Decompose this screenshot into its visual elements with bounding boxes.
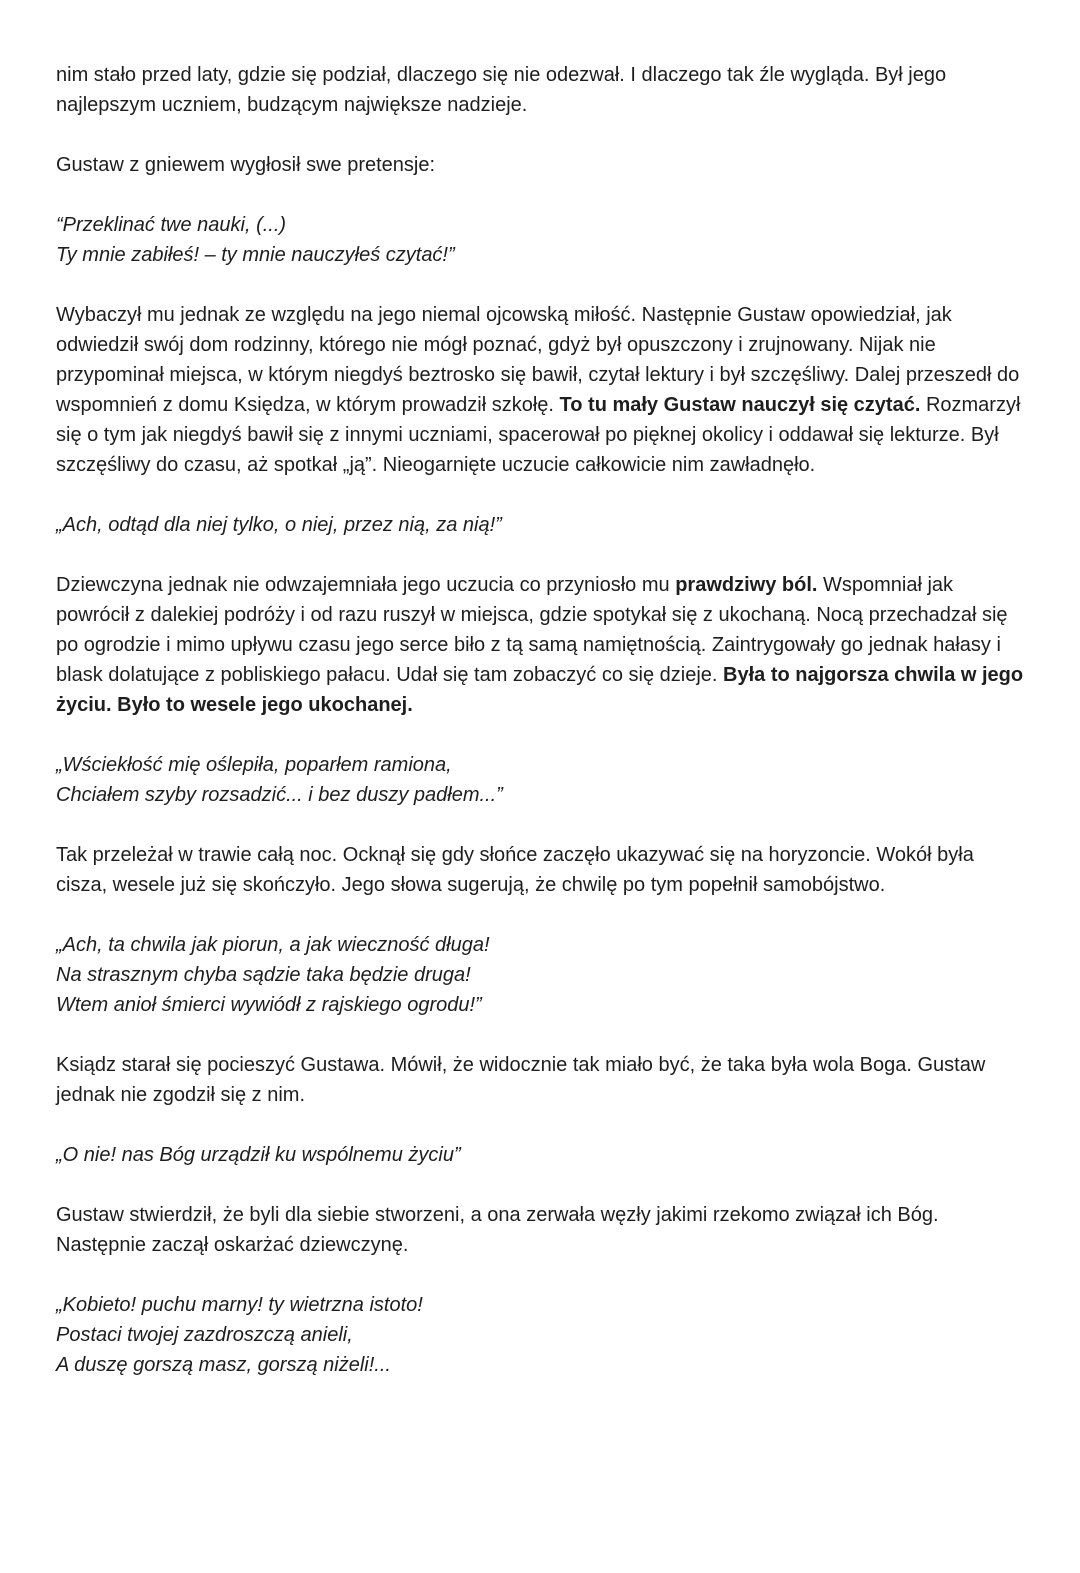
- quote-line: „Wściekłość mię oślepiła, poparłem ramiona,: [56, 754, 452, 776]
- quote-line: “Przeklinać twe nauki, (...): [56, 214, 287, 236]
- quote-block: [56, 1290, 1025, 1380]
- text-run: Rozmarzył się o tym jak niegdyś bawił się z innymi uczniami, spacerował po pięknej okolicy i oddawał się lekturze. Był szczęśliwy do czasu, aż spotkał „ją”. Nieogarnięte uczucie całkowicie nim zawładnęło.: [56, 394, 1021, 476]
- text-run: Dziewczyna jednak nie odwzajemniała jego uczucia co przyniosło mu: [56, 574, 676, 596]
- paragraph: [56, 150, 1025, 180]
- bold-text: prawdziwy ból.: [675, 574, 818, 596]
- bold-text: Była to najgorsza chwila w jego życiu. Było to wesele jego ukochanej.: [56, 664, 1024, 716]
- quote-block: [56, 210, 1025, 270]
- quote-block: [56, 510, 1025, 540]
- text-run: Gustaw z gniewem wygłosił swe pretensje:: [56, 154, 436, 176]
- text-run: Wybaczył mu jednak ze względu na jego niemal ojcowską miłość. Następnie Gustaw opowiedział, jak odwiedził swój dom rodzinny, którego nie mógł poznać, gdyż był opuszczony i zrujnowany. Nijak nie przypominał miejsca, w którym niegdyś beztrosko się bawił, czytał lektury i był szczęśliwy. Dalej przeszedł do wspomnień z domu Księdza, w którym prowadził szkołę.: [56, 304, 1020, 416]
- quote-line: Chciałem szyby rozsadzić... i bez duszy padłem...”: [56, 784, 503, 806]
- text-run: Wspomniał jak powrócił z dalekiej podróży i od razu ruszył w miejsca, gdzie spotykał się z ukochaną. Nocą przechadzał się po ogrodzie i mimo upływu czasu jego serce biło z tą samą namiętnością. Zaintrygowały go jednak hałasy i blask dolatujące z pobliskiego pałacu. Udał się tam zobaczyć co się dzieje.: [56, 574, 1008, 686]
- quote-block: [56, 750, 1025, 810]
- quote-line: Na strasznym chyba sądzie taka będzie druga!: [56, 964, 471, 986]
- paragraph: [56, 1050, 1025, 1110]
- quote-block: [56, 1140, 1025, 1170]
- quote-line: „O nie! nas Bóg urządził ku wspólnemu życiu”: [56, 1144, 461, 1166]
- text-run: nim stało przed laty, gdzie się podział, dlaczego się nie odezwał. I dlaczego tak źle wygląda. Był jego najlepszym uczniem, budzącym największe nadzieje.: [56, 64, 947, 116]
- text-run: Ksiądz starał się pocieszyć Gustawa. Mówił, że widocznie tak miało być, że taka była wola Boga. Gustaw jednak nie zgodził się z nim.: [56, 1054, 986, 1106]
- document-content: [56, 60, 1025, 1380]
- quote-line: „Ach, ta chwila jak piorun, a jak wieczność długa!: [56, 934, 490, 956]
- quote-line: „Kobieto! puchu marny! ty wietrzna istoto!: [56, 1294, 423, 1316]
- quote-line: Wtem anioł śmierci wywiódł z rajskiego ogrodu!”: [56, 994, 482, 1016]
- text-run: Tak przeleżał w trawie całą noc. Ocknął się gdy słońce zaczęło ukazywać się na horyzoncie. Wokół była cisza, wesele już się skończyło. Jego słowa sugerują, że chwilę po tym popełnił samobójstwo.: [56, 844, 974, 896]
- paragraph: [56, 60, 1025, 120]
- bold-text: To tu mały Gustaw nauczył się czytać.: [559, 394, 921, 416]
- quote-line: „Ach, odtąd dla niej tylko, o niej, przez nią, za nią!”: [56, 514, 502, 536]
- paragraph: [56, 300, 1025, 480]
- quote-block: [56, 930, 1025, 1020]
- paragraph: [56, 1200, 1025, 1260]
- quote-line: Postaci twojej zazdroszczą anieli,: [56, 1324, 353, 1346]
- paragraph: [56, 570, 1025, 720]
- text-run: Gustaw stwierdził, że byli dla siebie stworzeni, a ona zerwała węzły jakimi rzekomo związał ich Bóg. Następnie zaczął oskarżać dziewczynę.: [56, 1204, 939, 1256]
- quote-line: A duszę gorszą masz, gorszą niżeli!...: [56, 1354, 391, 1376]
- quote-line: Ty mnie zabiłeś! – ty mnie nauczyłeś czytać!”: [56, 244, 455, 266]
- paragraph: [56, 840, 1025, 900]
